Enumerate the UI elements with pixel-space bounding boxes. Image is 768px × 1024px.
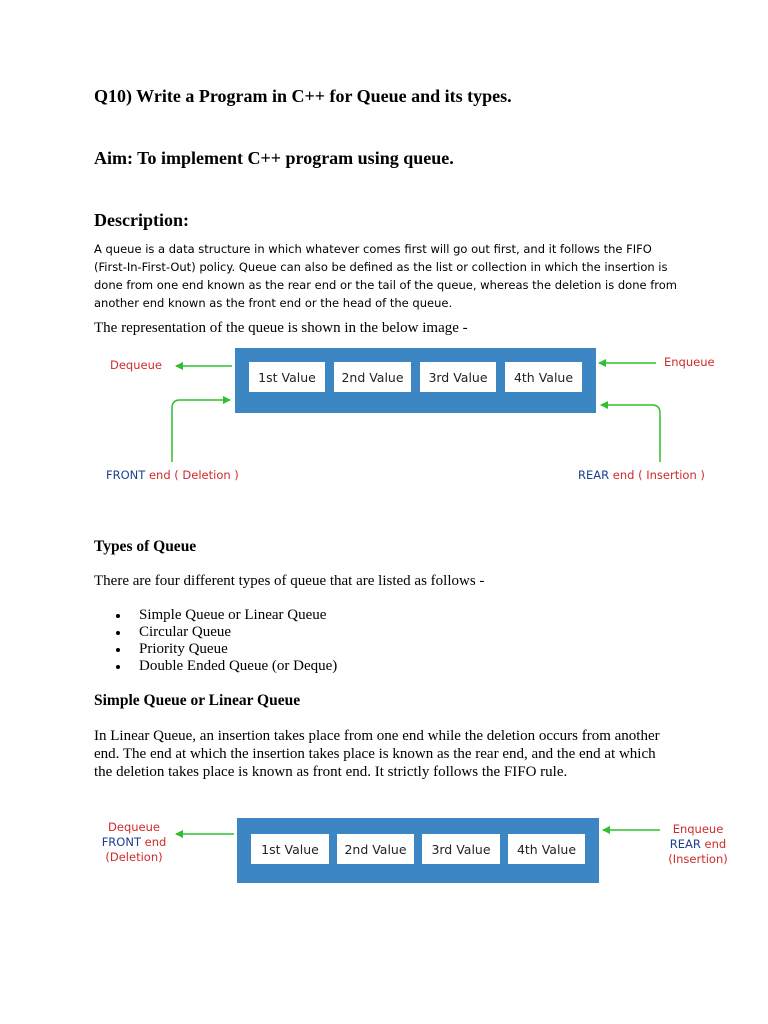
front-desc: end ( Deletion ) bbox=[145, 468, 239, 482]
rear-word: REAR bbox=[578, 468, 610, 482]
list-item: Simple Queue or Linear Queue bbox=[94, 607, 337, 624]
rear-end-line bbox=[662, 837, 734, 852]
queue-cell-3: 3rd Value bbox=[420, 362, 496, 392]
rear-desc: end ( Insertion ) bbox=[609, 468, 705, 482]
queue-cell-1: 1st Value bbox=[251, 834, 329, 864]
representation-caption: The representation of the queue is shown in the below image - bbox=[94, 320, 468, 336]
deletion-line: (Deletion) bbox=[105, 850, 163, 864]
enqueue-rear-label bbox=[662, 822, 734, 867]
description-paragraph: A queue is a data structure in which whatever comes first will go out first, and it follows the FIFO (First-In-First-Out) policy. Queue can also be defined as the list or collection in which the insertion is done from one end known as the rear end or the tail of the queue, whereas the deletion is done from another end known as the front end or the head of the queue. bbox=[94, 242, 677, 310]
front-end-suffix: end bbox=[140, 835, 167, 849]
dequeue-label: Dequeue bbox=[110, 358, 162, 372]
simple-queue-paragraph: In Linear Queue, an insertion takes place from one end while the deletion occurs from another end. The end at which the insertion takes place is known as the rear end, and the end at which the deletion takes place is known as front end. It strictly follows the FIFO rule. bbox=[94, 728, 660, 780]
list-item: Circular Queue bbox=[94, 624, 337, 641]
enqueue-label: Enqueue bbox=[664, 355, 715, 369]
list-item: Priority Queue bbox=[94, 641, 337, 658]
front-word-2: FRONT bbox=[101, 835, 141, 849]
list-item: Double Ended Queue (or Deque) bbox=[94, 658, 337, 675]
queue-cell-4: 4th Value bbox=[505, 362, 582, 392]
queue-cell-2: 2nd Value bbox=[337, 834, 414, 864]
question-title: Q10) Write a Program in C++ for Queue and its types. bbox=[94, 86, 512, 106]
queue-cell-3: 3rd Value bbox=[422, 834, 500, 864]
queue-cell-1: 1st Value bbox=[249, 362, 325, 392]
front-end-line bbox=[96, 835, 172, 850]
description-heading: Description: bbox=[94, 210, 189, 230]
rear-end-suffix: end bbox=[700, 837, 727, 851]
types-intro: There are four different types of queue that are listed as follows - bbox=[94, 573, 485, 589]
queue-cell-4: 4th Value bbox=[508, 834, 585, 864]
queue-cell-2: 2nd Value bbox=[334, 362, 411, 392]
types-heading: Types of Queue bbox=[94, 538, 197, 555]
queue-container-2 bbox=[237, 818, 599, 883]
insertion-line: (Insertion) bbox=[668, 852, 728, 866]
dequeue-line: Dequeue bbox=[108, 820, 160, 834]
enqueue-line: Enqueue bbox=[672, 822, 724, 836]
rear-word-2: REAR bbox=[669, 837, 701, 851]
front-word: FRONT bbox=[106, 468, 146, 482]
simple-queue-heading: Simple Queue or Linear Queue bbox=[94, 692, 301, 709]
dequeue-front-label bbox=[96, 820, 172, 865]
aim-heading: Aim: To implement C++ program using queue. bbox=[94, 148, 454, 168]
